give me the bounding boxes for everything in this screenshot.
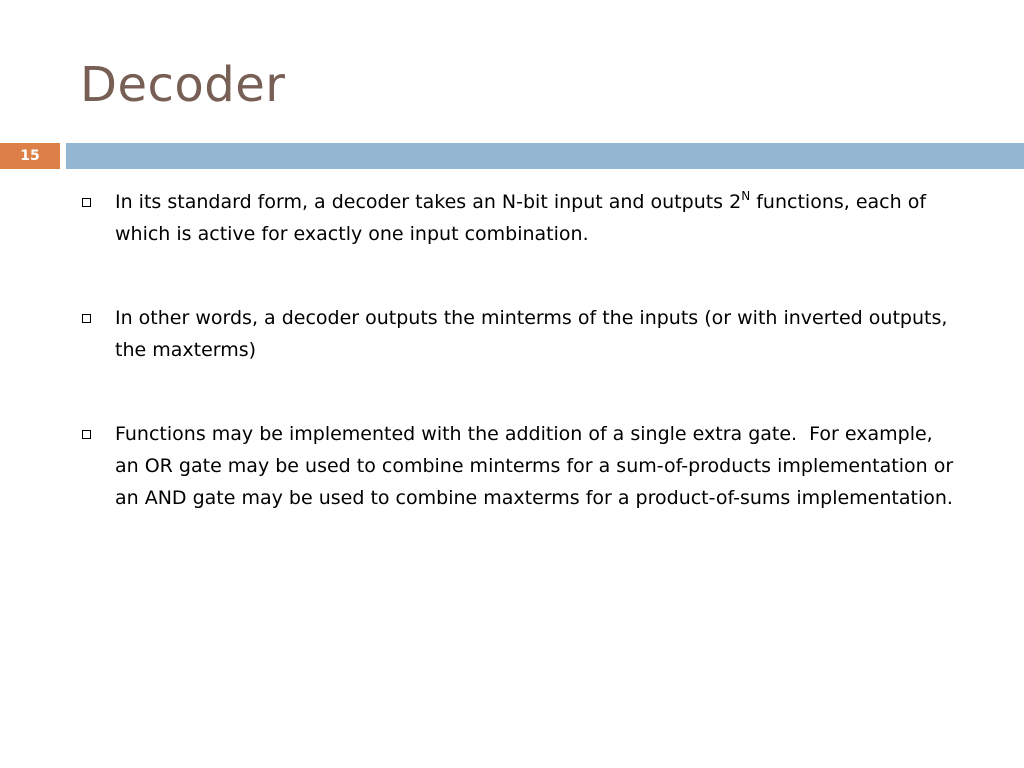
square-bullet-icon	[82, 430, 91, 439]
bullet-1-superscript: N	[741, 189, 751, 203]
bullet-1-text-after: functions, each of which is active for exactly one input combination.	[115, 191, 927, 245]
bullet-item-3	[80, 418, 960, 514]
slide-title: Decoder	[80, 57, 286, 113]
header-bar	[0, 143, 1024, 169]
bullet-2-text: In other words, a decoder outputs the minterms of the inputs (or with inverted outputs, the maxterms)	[115, 307, 948, 361]
bullet-3-text: Functions may be implemented with the addition of a single extra gate. For example, an OR gate may be used to combine minterms for a sum-of-products implementation or an AND gate may be used to combine maxterms for a product-of-sums implementation.	[115, 423, 960, 509]
square-bullet-icon	[82, 314, 91, 323]
bullet-item-1	[80, 186, 960, 250]
accent-bar	[66, 143, 1024, 169]
square-bullet-icon	[82, 198, 91, 207]
bullet-item-2	[80, 302, 960, 366]
bullet-list	[80, 186, 960, 566]
bullet-1-text-before: In its standard form, a decoder takes an N-bit input and outputs 2	[115, 191, 742, 213]
slide-number-badge: 15	[0, 143, 60, 169]
